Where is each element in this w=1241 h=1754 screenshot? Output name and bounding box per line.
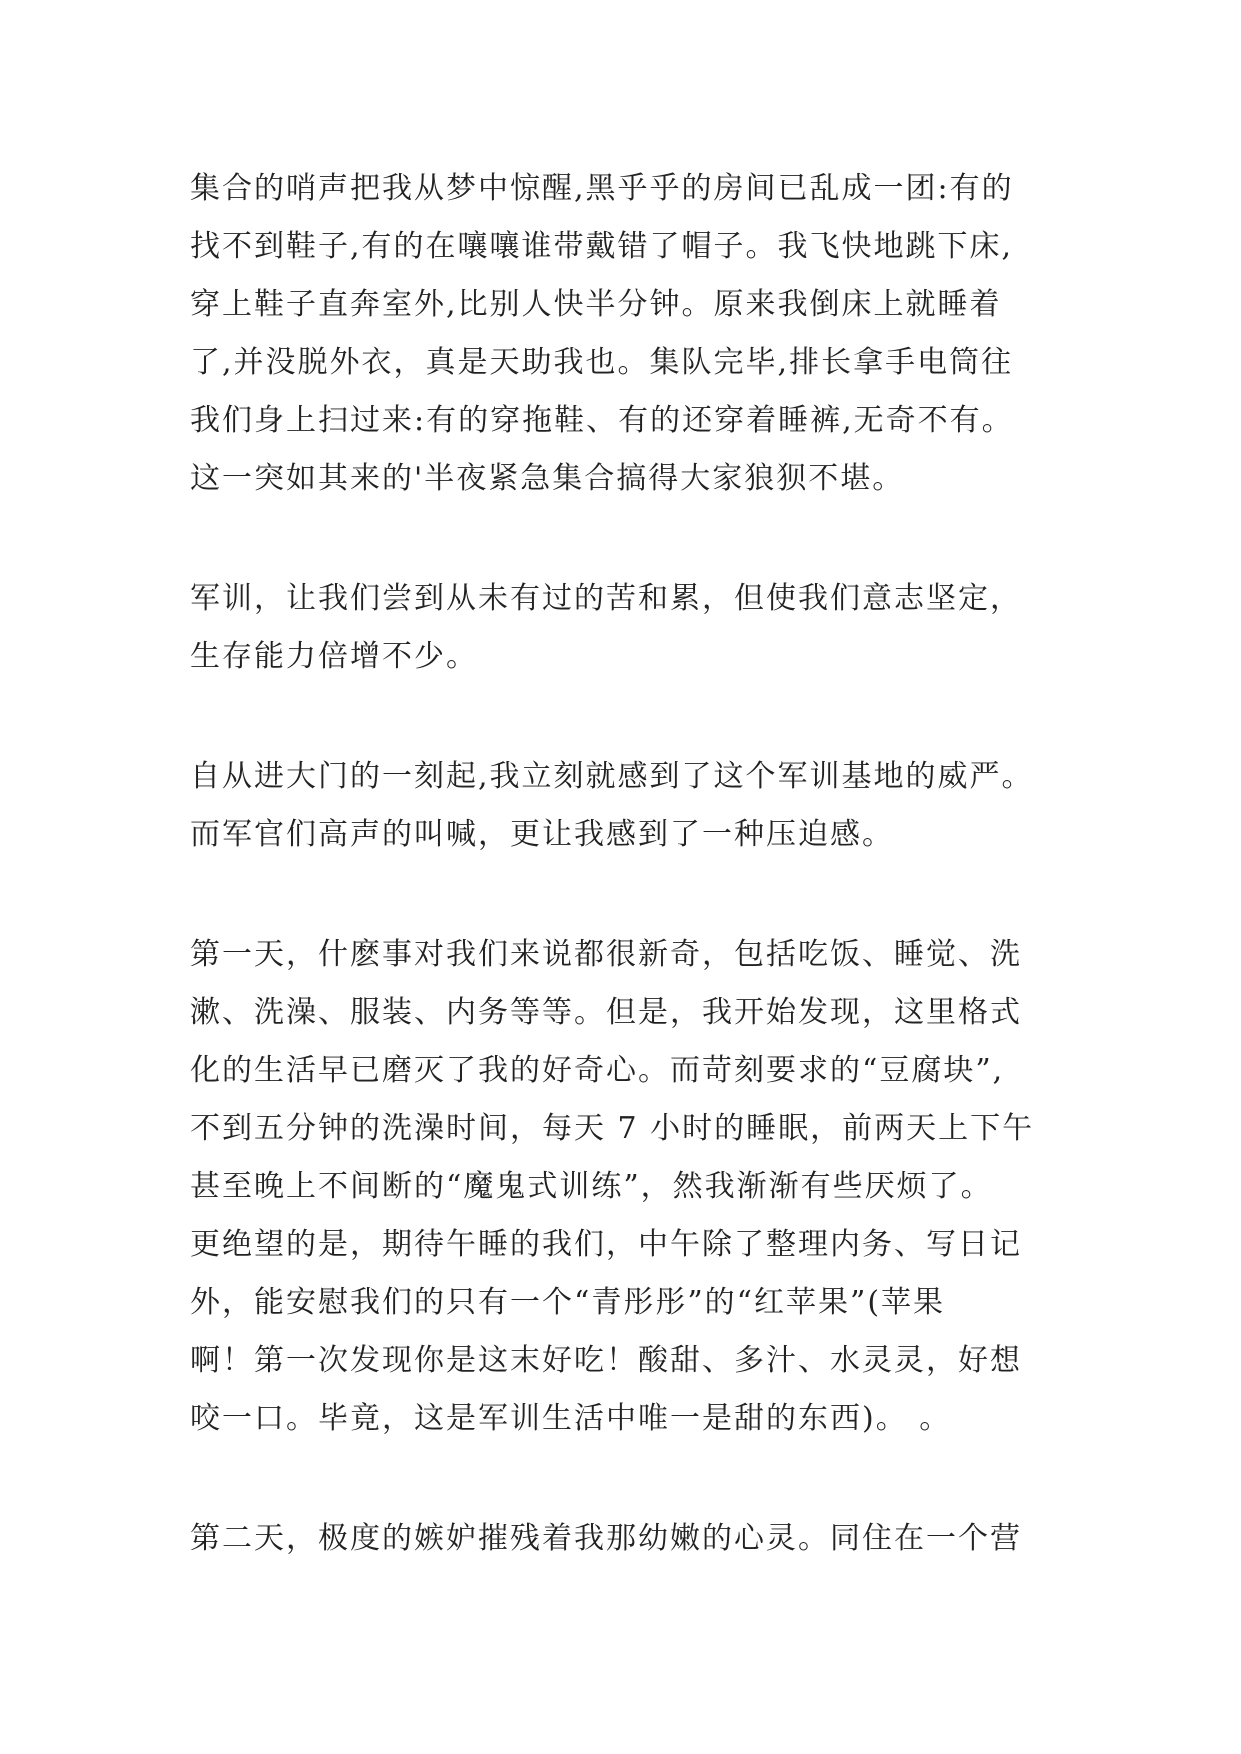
text-line: 化的生活早已磨灭了我的好奇心。而苛刻要求的“豆腐块”, xyxy=(190,1053,1005,1088)
paragraph-day-two xyxy=(190,1510,1070,1568)
text-line: 第二天，极度的嫉妒摧残着我那幼嫩的心灵。同住在一个营 xyxy=(190,1521,1022,1556)
text-line: 而军官们高声的叫喊，更让我感到了一种压迫感。 xyxy=(190,817,894,852)
document-body xyxy=(190,160,1070,1568)
paragraph-spacer xyxy=(190,864,1070,926)
paragraph-spacer xyxy=(190,1448,1070,1510)
text-line: 自从进大门的一刻起,我立刻就感到了这个军训基地的威严。 xyxy=(190,759,1034,794)
text-line: 了,并没脱外衣，真是天助我也。集队完毕,排长拿手电筒往 xyxy=(190,345,1014,380)
paragraph-entering-base xyxy=(190,748,1070,864)
text-line: 甚至晚上不间断的“魔鬼式训练”，然我渐渐有些厌烦了。 xyxy=(190,1169,993,1204)
text-line: 穿上鞋子直奔室外,比别人快半分钟。原来我倒床上就睡着 xyxy=(190,287,1002,322)
text-line: 第一天，什麽事对我们来说都很新奇，包括吃饭、睡觉、洗 xyxy=(190,937,1022,972)
text-line: 不到五分钟的洗澡时间，每天 7 小时的睡眠，前两天上下午 xyxy=(190,1111,1035,1146)
paragraph-training-hardship xyxy=(190,570,1070,686)
paragraph-midnight-assembly xyxy=(190,160,1070,508)
text-line: 漱、洗澡、服装、内务等等。但是，我开始发现，这里格式 xyxy=(190,995,1022,1030)
text-line: 我们身上扫过来:有的穿拖鞋、有的还穿着睡裤,无奇不有。 xyxy=(190,403,1014,438)
text-line: 更绝望的是，期待午睡的我们，中午除了整理内务、写日记 xyxy=(190,1227,1022,1262)
paragraph-spacer xyxy=(190,508,1070,570)
text-line: 这一突如其来的'半夜紧急集合搞得大家狼狈不堪。 xyxy=(190,461,905,496)
text-line: 军训，让我们尝到从未有过的苦和累，但使我们意志坚定， xyxy=(190,581,1022,616)
paragraph-spacer xyxy=(190,686,1070,748)
text-line: 生存能力倍增不少。 xyxy=(190,639,478,674)
text-line: 集合的哨声把我从梦中惊醒,黑乎乎的房间已乱成一团:有的 xyxy=(190,171,1014,206)
text-line: 咬一口。毕竟，这是军训生活中唯一是甜的东西)。 。 xyxy=(190,1401,952,1436)
text-line: 啊！第一次发现你是这末好吃！酸甜、多汁、水灵灵，好想 xyxy=(190,1343,1022,1378)
text-line: 找不到鞋子,有的在嚷嚷谁带戴错了帽子。我飞快地跳下床, xyxy=(190,229,1014,264)
paragraph-day-one xyxy=(190,926,1070,1448)
text-line: 外，能安慰我们的只有一个“青彤彤”的“红苹果”(苹果 xyxy=(190,1285,946,1320)
